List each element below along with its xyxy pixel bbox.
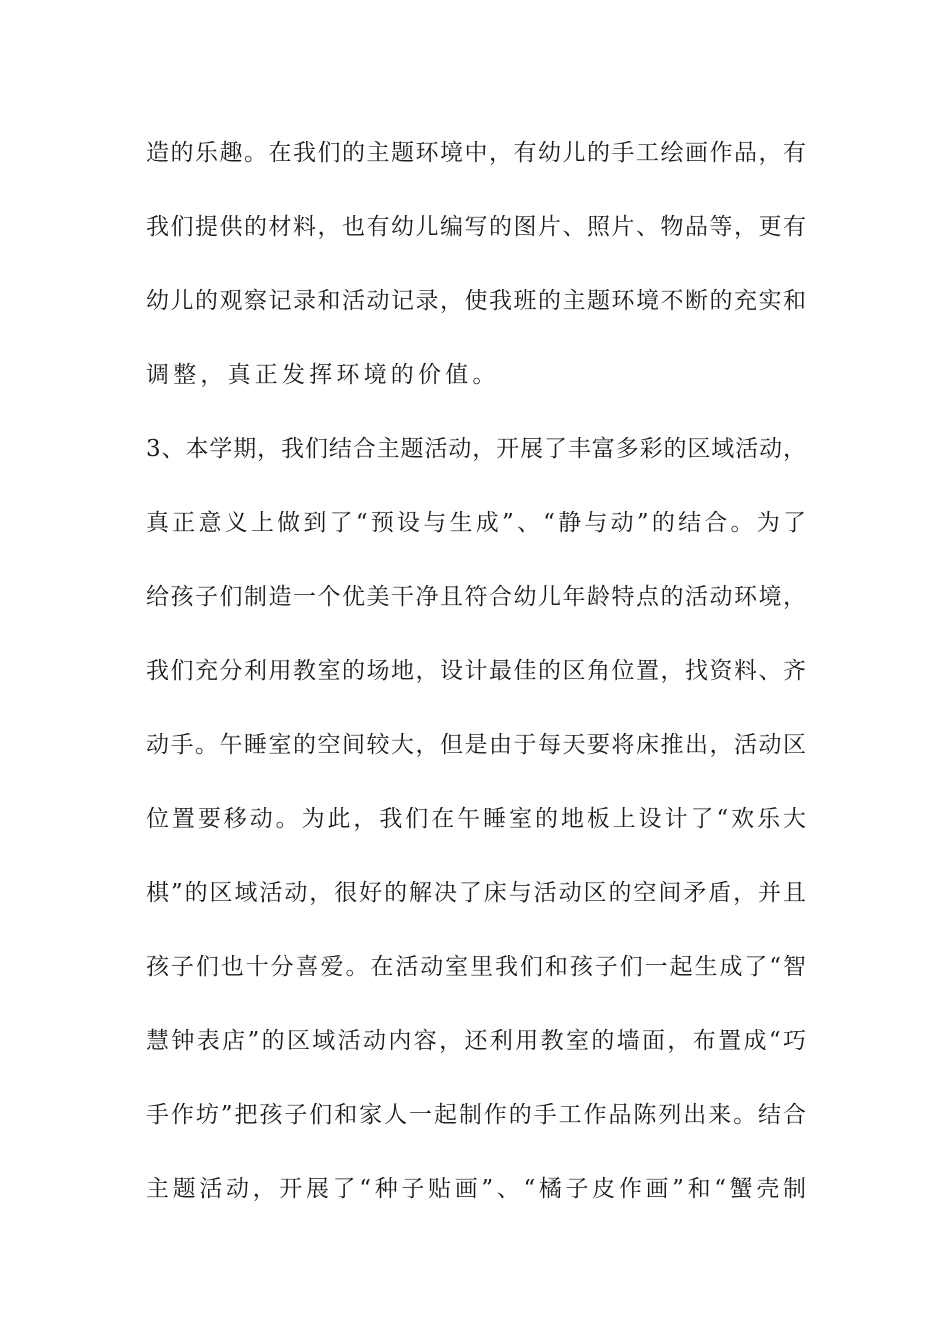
text-line-9: 动手。午睡室的空间较大，但是由于每天要将床推出，活动区 bbox=[146, 732, 806, 758]
text-line-3: 幼儿的观察记录和活动记录，使我班的主题环境不断的充实和 bbox=[146, 288, 806, 314]
text-line-2: 我们提供的材料，也有幼儿编写的图片、照片、物品等，更有 bbox=[146, 214, 806, 240]
text-line-11: 棋”的区域活动，很好的解决了床与活动区的空间矛盾，并且 bbox=[146, 880, 806, 906]
text-line-5: 3、本学期，我们结合主题活动，开展了丰富多彩的区域活动， bbox=[146, 436, 806, 462]
text-line-1: 造的乐趣。在我们的主题环境中，有幼儿的手工绘画作品，有 bbox=[146, 140, 806, 166]
text-line-15: 主题活动，开展了“种子贴画”、“橘子皮作画”和“蟹壳制 bbox=[146, 1176, 806, 1202]
text-line-10: 位置要移动。为此，我们在午睡室的地板上设计了“欢乐大 bbox=[146, 806, 806, 832]
text-line-4: 调整，真正发挥环境的价值。 bbox=[146, 362, 500, 388]
text-line-6: 真正意义上做到了“预设与生成”、“静与动”的结合。为了 bbox=[146, 510, 806, 536]
text-line-7: 给孩子们制造一个优美干净且符合幼儿年龄特点的活动环境， bbox=[146, 584, 806, 610]
text-line-8: 我们充分利用教室的场地，设计最佳的区角位置，找资料、齐 bbox=[146, 658, 806, 684]
body-text bbox=[146, 128, 806, 1238]
text-line-13: 慧钟表店”的区域活动内容，还利用教室的墙面，布置成“巧 bbox=[146, 1028, 806, 1054]
text-line-12: 孩子们也十分喜爱。在活动室里我们和孩子们一起生成了“智 bbox=[146, 954, 806, 980]
text-line-14: 手作坊”把孩子们和家人一起制作的手工作品陈列出来。结合 bbox=[146, 1102, 806, 1128]
